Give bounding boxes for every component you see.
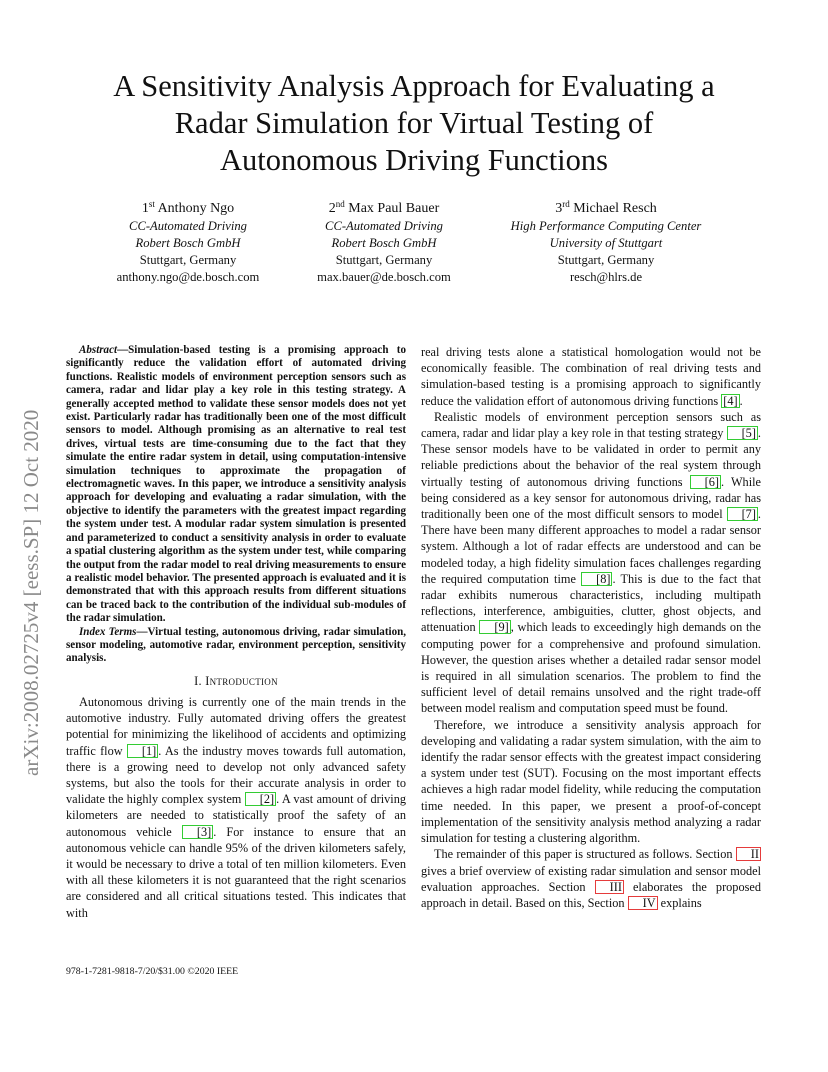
author-email[interactable]: max.bauer@de.bosch.com: [317, 270, 451, 284]
author-name: Anthony Ngo: [157, 201, 235, 216]
author-name: Michael Resch: [573, 201, 657, 216]
author-dept: CC-Automated Driving: [129, 219, 247, 233]
citation-link[interactable]: [2]: [245, 792, 276, 806]
body-paragraph: [421, 409, 761, 717]
paragraph-text: . There have been many different approaches to model a radar sensor system. Although a lot of radar effects are understood and can be modeled today, a high fidelity simulation faces challenges regarding the required computation time: [421, 507, 761, 586]
abstract-text: —Simulation-based testing is a promising approach to significantly reduce the validation effort of automated driving functions. Realistic models of environment perception sensors such as camera, radar and lidar play a key role in this testing strategy. A generally accepted method to validate these sensor models does not yet exist. Particularly radar has traditionally been one of the most difficult sensors to model. Although promising as an alternative to real test drives, virtual tests are time-consuming due to the fact that they simulate the entire radar system in detail, using computation-intensive simulation techniques to approximate the propagation of electromagnetic waves. In this paper, we introduce a sensitivity analysis approach for developing and evaluating a radar simulation, with the objective to identify the parameters with the greatest impact regarding the system under test. A modular radar system simulation is presented and parameterized to conduct a sensitivity analysis in order to evaluate a spatial clustering algorithm as the system under test, while comparing the output from the radar model to real driving measurements to ensure a realistic model behavior. The presented approach is evaluated and it is demonstrated that with this approach results from different situations can be traced back to the contribution of the individual sub-modules of the radar simulation.: [66, 344, 406, 625]
author-dept: CC-Automated Driving: [325, 219, 443, 233]
author-ordinal-suffix: nd: [335, 199, 345, 209]
author-ordinal: 3: [555, 201, 563, 216]
author-org: Robert Bosch GmbH: [135, 236, 241, 250]
abstract: [66, 344, 406, 626]
paragraph-text: .: [739, 393, 743, 408]
citation-link[interactable]: [4]: [723, 393, 738, 408]
title-line: Autonomous Driving Functions: [219, 143, 609, 177]
title-line: A Sensitivity Analysis Approach for Evaluating a: [113, 69, 715, 103]
author-1: [88, 200, 288, 286]
citation-link[interactable]: [5]: [727, 426, 758, 440]
author-ordinal-suffix: st: [148, 199, 155, 209]
citation-link[interactable]: [3]: [182, 825, 213, 839]
body-paragraph: [421, 344, 761, 409]
paragraph-text: . These sensor models have to be validated in order to permit any reliable predictions about the behavior of the real system through virtually testing of autonomous driving functions: [421, 426, 761, 489]
copyright-footer: 978-1-7281-9818-7/20/$31.00 ©2020 IEEE: [66, 966, 239, 977]
citation-link[interactable]: [8]: [581, 572, 612, 586]
paragraph-text: . For instance to ensure that an autonomous vehicle can handle 95% of the driven kilometers safely, it would be necessary to drive a total of ten million kilometers. Even with all these kilometers it is not guaranteed that the right scenarios are considered and all critical situations tested. This indicates that with: [66, 824, 406, 920]
paragraph-text: Autonomous driving is currently one of the main trends in the automotive industry. Fully automated driving offers the greatest potential for minimizing the likelihood of accidents and optimizing traffic flow: [66, 694, 406, 758]
paragraph-text: The remainder of this paper is structured as follows. Section: [434, 847, 736, 862]
author-city: Stuttgart, Germany: [335, 253, 433, 267]
author-name: Max Paul Bauer: [348, 201, 440, 216]
author-ordinal: 2: [328, 201, 336, 216]
author-city: Stuttgart, Germany: [139, 253, 237, 267]
citation-link[interactable]: [1]: [127, 744, 158, 758]
paragraph-text: real driving tests alone a statistical homologation would not be economically feasible. The combination of real driving tests and simulation-based testing is a promising approach to significantly reduce the validation effort of autonomous driving functions: [421, 345, 761, 408]
paragraph-text: . This is due to the fact that radar exhibits numerous characteristics, including multipath reflections, interference, ambiguities, clutter, ghost objects, and attenuation: [421, 571, 761, 635]
author-2: [284, 200, 484, 286]
author-ordinal-suffix: rd: [562, 199, 570, 209]
section-link[interactable]: III: [595, 880, 624, 894]
author-org: Robert Bosch GmbH: [331, 236, 437, 250]
paragraph-text: . A vast amount of driving kilometers are needed to statistically proof the safety of an autonomous vehicle: [66, 792, 406, 839]
author-3: [486, 200, 726, 286]
author-city: Stuttgart, Germany: [557, 253, 655, 267]
left-column: [66, 344, 406, 921]
author-email[interactable]: anthony.ngo@de.bosch.com: [116, 270, 260, 284]
section-link[interactable]: IV: [628, 896, 658, 910]
citation-link[interactable]: [9]: [479, 620, 510, 634]
paragraph-text: . As the industry moves towards full automation, there is a growing need to develop not only advanced safety systems, but also the tools for their accurate analysis in order to validate the highly complex system: [66, 743, 406, 807]
right-column: [421, 344, 761, 911]
section-link[interactable]: II: [736, 847, 761, 861]
paragraph-text: explains: [657, 895, 702, 910]
paragraph-text: , which leads to exceedingly high demands on the computing power for a comprehensive and profound simulation. However, the question arises whether a detailed radar sensor model is required in all simulation scenarios. The problem to find the sufficient level of detail remains unsolved and the right trade-off between model realism and computation speed must be found.: [421, 620, 761, 716]
author-dept: High Performance Computing Center: [510, 219, 702, 233]
paragraph-text: . While being considered as a key sensor for autonomous driving, radar has traditionally been one of the most difficult sensors to model: [421, 474, 761, 522]
author-email[interactable]: resch@hlrs.de: [569, 270, 643, 284]
citation-link[interactable]: [7]: [727, 507, 758, 521]
arxiv-stamp[interactable]: arXiv:2008.02725v4 [eess.SP] 12 Oct 2020: [19, 409, 43, 776]
title-line: Radar Simulation for Virtual Testing of: [174, 106, 654, 140]
index-terms: [66, 626, 406, 666]
paper-title: [60, 68, 768, 179]
paragraph-text: Realistic models of environment perception sensors such as camera, radar and lidar play a key role in that testing strategy: [421, 409, 761, 441]
body-paragraph: [421, 846, 761, 911]
author-ordinal: 1: [141, 201, 149, 216]
citation-link[interactable]: [6]: [690, 475, 721, 489]
index-terms-text: —Virtual testing, autonomous driving, radar simulation, sensor modeling, automotive radar, environment perception, sensitivity analysis.: [66, 625, 407, 665]
intro-paragraph: [66, 694, 406, 921]
body-paragraph: Therefore, we introduce a sensitivity analysis approach for developing and validating a radar system simulation, with the aim to identify the radar sensor effects with the greatest impact considering a system under test (SUT). Focusing on the most important effects achieves a high radar model fidelity, while reducing the computation time needed. In this paper, we present a proof-of-concept implementation of the sensitivity analysis method analyzing a radar simulation for testing a clustering algorithm.: [421, 717, 761, 846]
abstract-lead: Abstract: [79, 344, 118, 356]
author-org: University of Stuttgart: [549, 236, 663, 250]
paragraph-text: elaborates the proposed approach in detail. Based on this, Section: [421, 879, 761, 910]
section-heading-introduction: I. Introduction: [194, 673, 278, 688]
index-terms-lead: Index Terms: [79, 625, 137, 638]
paragraph-text: gives a brief overview of existing radar simulation and sensor model evaluation approaches. Section: [421, 863, 761, 894]
